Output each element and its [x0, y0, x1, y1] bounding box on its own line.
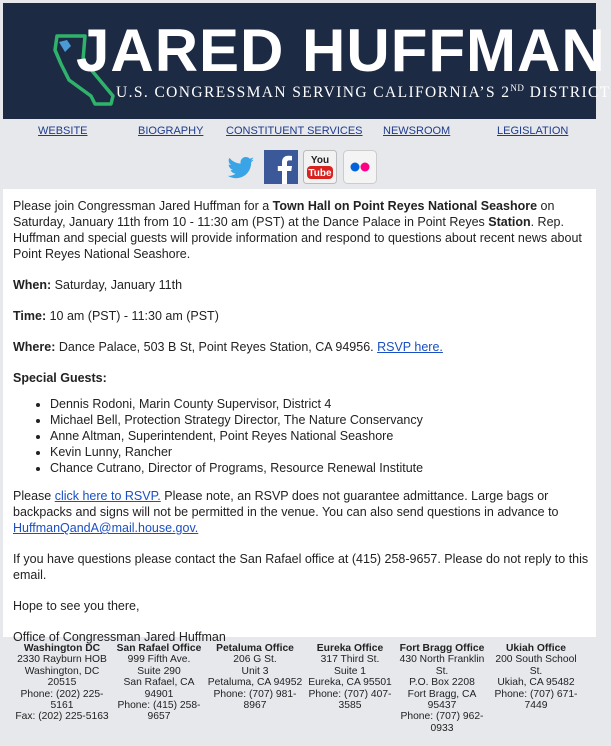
- intro-paragraph: Please join Congressman Jared Huffman for a Town Hall on Point Reyes National Seashore on Saturday, January 11th from 10 - 11:30 am (PST) at the Dance Palace in Point Reyes Station. Rep. Huffman and special guests will provide information and respond to questions about recent news about Point Reyes National Seashore.: [13, 199, 582, 261]
- rsvp-paragraph: Please click here to RSVP. Please note, an RSVP does not guarantee admittance. Large bags or backpacks and signs will not be permitted in the venue. You can also send questions in advance to HuffmanQandA@mail.house.gov.: [13, 489, 559, 535]
- office-eureka: Eureka Office 317 Third St. Suite 1 Eureka, CA 95501 Phone: (707) 407- 3585: [308, 643, 392, 712]
- contact-paragraph: If you have questions please contact the San Rafael office at (415) 258-9657. Please do not reply to this email.: [13, 552, 589, 582]
- rsvp-here-link[interactable]: RSVP here.: [377, 340, 443, 354]
- nav-link-constituent-services[interactable]: CONSTITUENT SERVICES: [226, 125, 363, 137]
- office-san-rafael: San Rafael Office 999 Fifth Ave. Suite 290 San Rafael, CA 94901 Phone: (415) 258- 9657: [116, 643, 202, 723]
- signature: Office of Congressman Jared Huffman: [13, 630, 226, 644]
- banner-title: JARED HUFFMAN: [76, 17, 606, 84]
- facebook-icon[interactable]: [264, 150, 298, 184]
- office-petaluma: Petaluma Office 206 G St. Unit 3 Petaluma, CA 94952 Phone: (707) 981- 8967: [207, 643, 303, 712]
- message-body: [3, 189, 596, 644]
- list-item: • Chance Cutrano, Director of Programs, Resource Renewal Institute: [50, 460, 589, 476]
- click-here-rsvp-link[interactable]: click here to RSVP.: [54, 489, 161, 503]
- top-nav: [0, 125, 599, 141]
- special-guests-list: [13, 396, 589, 476]
- closing-line: Hope to see you there,: [13, 599, 140, 613]
- email-link[interactable]: HuffmanQandA@mail.house.gov.: [13, 521, 199, 535]
- nav-link-website[interactable]: WEBSITE: [38, 125, 88, 137]
- nav-link-biography[interactable]: BIOGRAPHY: [138, 125, 204, 137]
- banner-subtitle: U.S. CONGRESSMAN SERVING CALIFORNIA’S 2ND DISTRICT: [116, 83, 611, 102]
- svg-text:You: You: [310, 155, 330, 166]
- header-banner: [3, 3, 611, 119]
- event-when: When: Saturday, January 11th: [13, 278, 183, 292]
- twitter-icon[interactable]: [224, 150, 258, 184]
- list-item: • Anne Altman, Superintendent, Point Reyes National Seashore: [50, 428, 589, 444]
- special-guests-heading: Special Guests:: [13, 371, 107, 385]
- list-item: • Dennis Rodoni, Marin County Supervisor, District 4: [50, 396, 589, 412]
- office-ukiah: Ukiah Office 200 South School St. Ukiah, CA 95482 Phone: (707) 671- 7449: [494, 643, 578, 712]
- event-time: Time: 10 am (PST) - 11:30 am (PST): [13, 309, 219, 323]
- nav-link-newsroom[interactable]: NEWSROOM: [383, 125, 451, 137]
- list-item: • Kevin Lunny, Rancher: [50, 444, 589, 460]
- office-fort-bragg: Fort Bragg Office 430 North Franklin St. P.O. Box 2208 Fort Bragg, CA 95437 Phone: (707) 962- 0933: [399, 643, 485, 734]
- nav-link-legislation[interactable]: LEGISLATION: [497, 125, 569, 137]
- event-where: Where: Dance Palace, 503 B St, Point Reyes Station, CA 94956. RSVP here.: [13, 340, 443, 354]
- social-links: [0, 150, 599, 186]
- office-footer: [0, 643, 599, 743]
- svg-text:Tube: Tube: [308, 168, 332, 179]
- flickr-icon[interactable]: [343, 150, 377, 184]
- list-item: • Michael Bell, Protection Strategy Director, The Nature Conservancy: [50, 412, 589, 428]
- youtube-icon[interactable]: [303, 150, 337, 184]
- office-washington: Washington DC 2330 Rayburn HOB Washington, DC 20515 Phone: (202) 225- 5161 Fax: (202) 225-5163: [15, 643, 109, 723]
